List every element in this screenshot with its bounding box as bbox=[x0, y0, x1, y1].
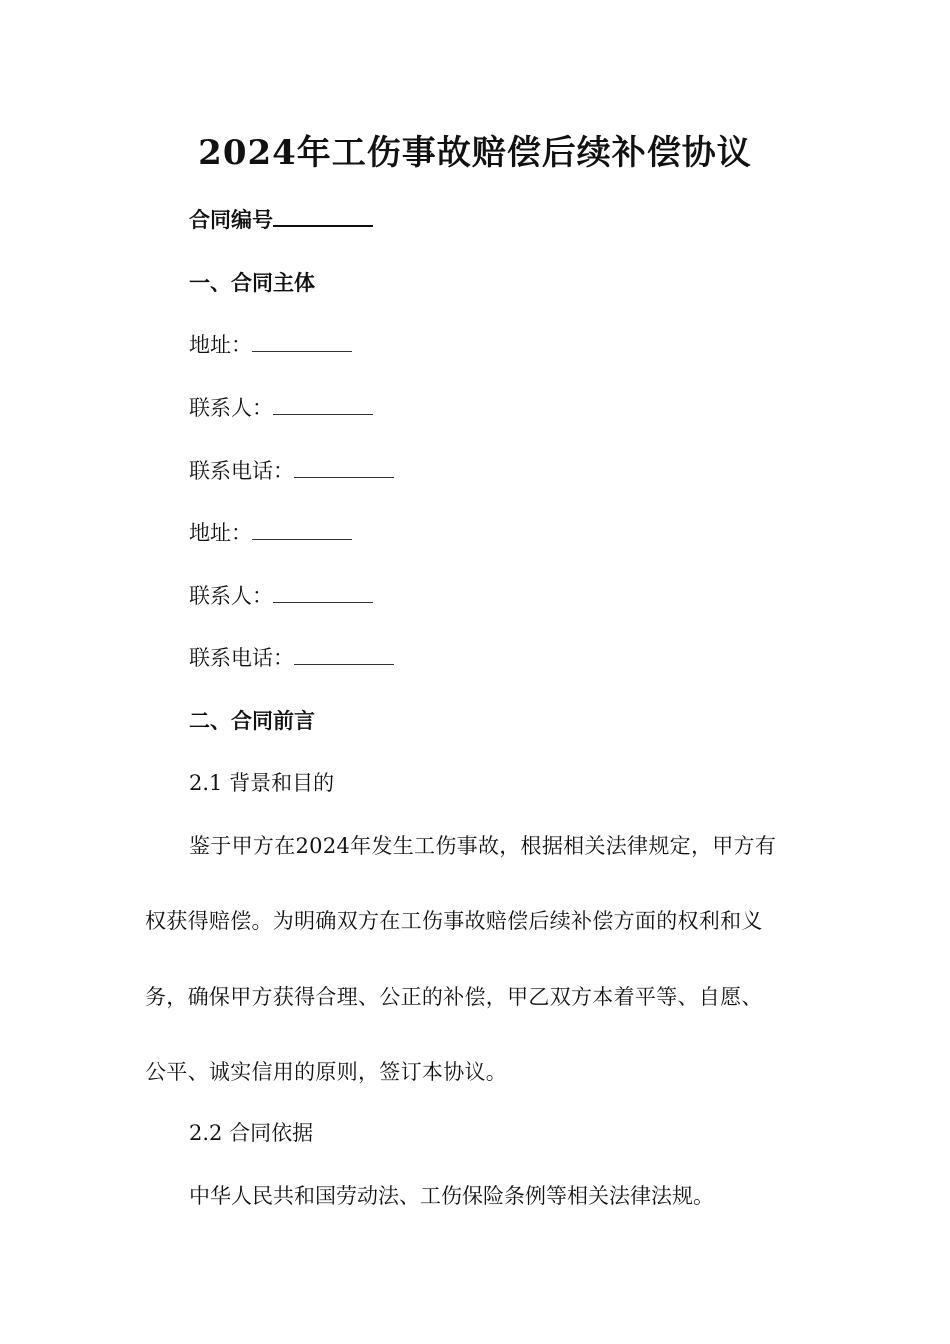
contract-number-label: 合同编号 bbox=[189, 207, 273, 232]
subsection-2-1-heading: 2.1 背景和目的 bbox=[189, 771, 335, 795]
party-b-phone-label: 联系电话： bbox=[189, 646, 294, 670]
section-1-heading: 一、合同主体 bbox=[189, 270, 315, 295]
party-a-contact-label: 联系人： bbox=[189, 396, 273, 420]
paragraph-2-1-line: 权获得赔偿。为明确双方在工伤事故赔偿后续补偿方面的权利和义 bbox=[145, 909, 763, 933]
document-title: 2024年工伤事故赔偿后续补偿协议 bbox=[198, 133, 752, 173]
section-2-heading: 二、合同前言 bbox=[189, 708, 315, 733]
party-a-contact-row bbox=[189, 393, 373, 423]
party-b-address-label: 地址： bbox=[189, 521, 252, 545]
party-a-phone-label: 联系电话： bbox=[189, 459, 294, 483]
paragraph-2-2: 中华人民共和国劳动法、工伤保险条例等相关法律法规。 bbox=[189, 1184, 714, 1208]
party-b-contact-blank bbox=[273, 582, 373, 603]
party-a-address-blank bbox=[252, 331, 352, 352]
party-a-phone-blank bbox=[294, 457, 394, 478]
party-b-address-blank bbox=[252, 519, 352, 540]
party-b-contact-row bbox=[189, 581, 373, 611]
party-b-phone-blank bbox=[294, 644, 394, 665]
contract-number-blank bbox=[273, 205, 373, 227]
paragraph-2-1-line: 务，确保甲方获得合理、公正的补偿，甲乙双方本着平等、自愿、 bbox=[145, 985, 763, 1009]
party-a-contact-blank bbox=[273, 394, 373, 415]
subsection-2-2-heading: 2.2 合同依据 bbox=[189, 1121, 314, 1145]
party-a-address-row bbox=[189, 330, 352, 360]
contract-number-row bbox=[189, 205, 373, 235]
party-a-address-label: 地址： bbox=[189, 333, 252, 357]
paragraph-2-1-line: 鉴于甲方在2024年发生工伤事故，根据相关法律规定，甲方有 bbox=[189, 834, 777, 858]
party-b-phone-row bbox=[189, 643, 394, 673]
party-b-address-row bbox=[189, 518, 352, 548]
party-a-phone-row bbox=[189, 456, 394, 486]
party-b-contact-label: 联系人： bbox=[189, 584, 273, 608]
paragraph-2-1-line: 公平、诚实信用的原则，签订本协议。 bbox=[145, 1060, 508, 1084]
